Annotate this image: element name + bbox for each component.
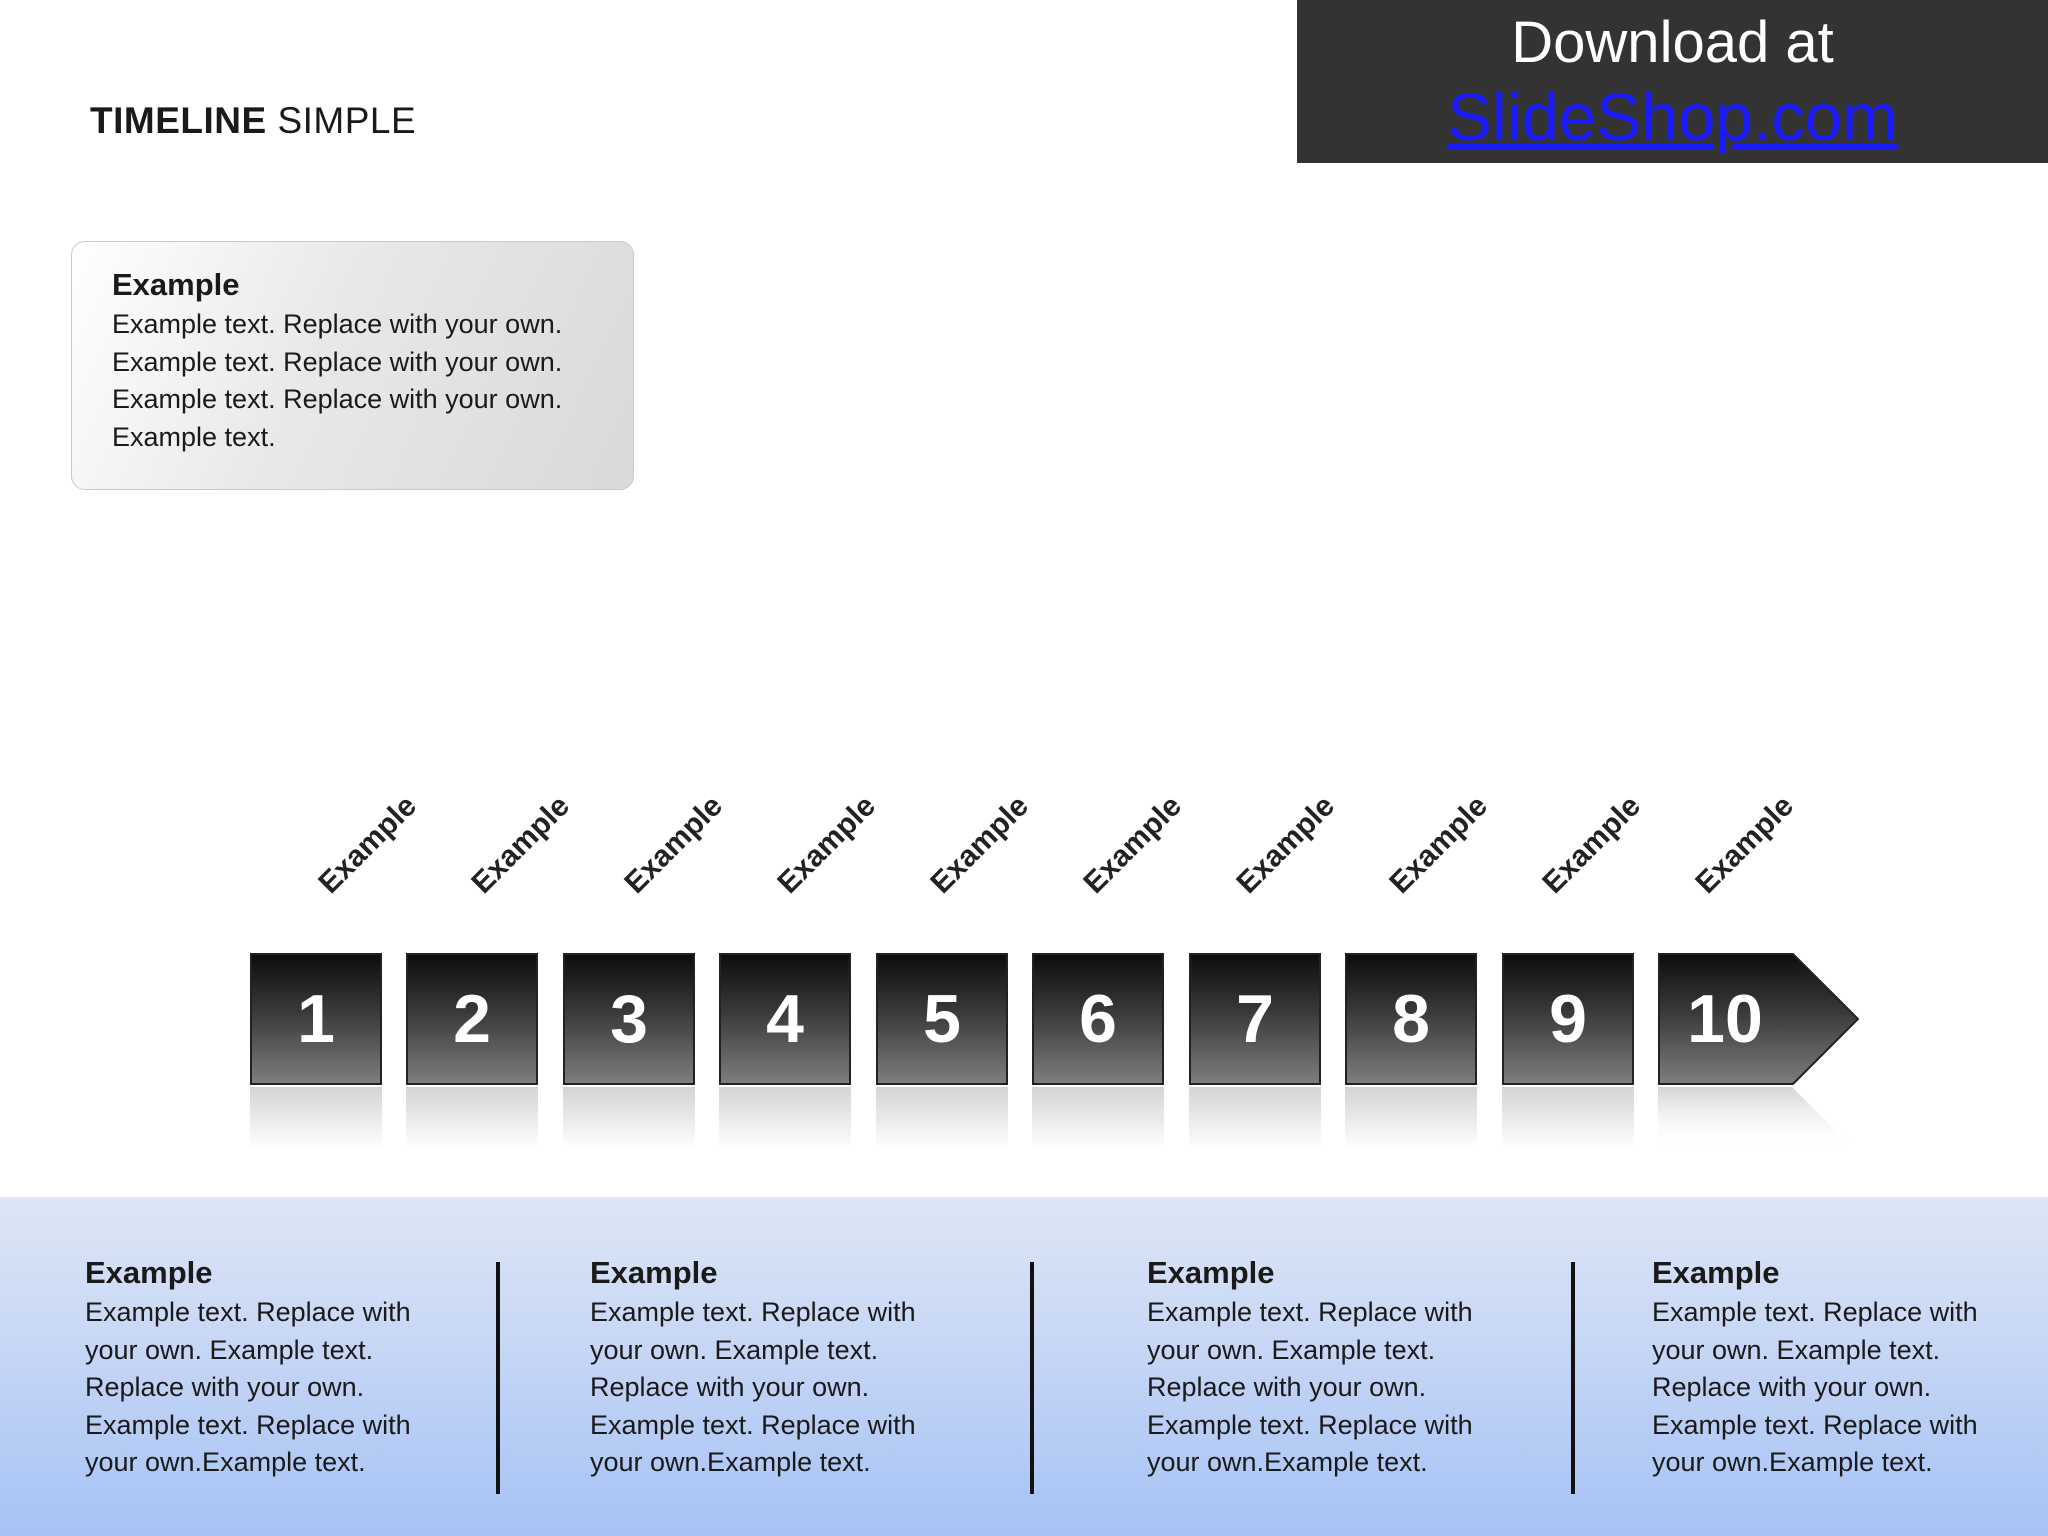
column-line: Example text. Replace with <box>1652 1409 1978 1440</box>
step-reflection <box>876 1087 1008 1149</box>
note-line: Example text. Replace with your own. <box>112 384 563 414</box>
column-line: Example text. Replace with <box>1147 1409 1473 1440</box>
timeline-label: Example <box>465 789 576 900</box>
banner-text: Download at <box>1511 10 1834 75</box>
timeline-label: Example <box>618 789 729 900</box>
column-title: Example <box>85 1255 213 1290</box>
info-column-3 <box>1147 1252 1527 1482</box>
column-line: Replace with your own. <box>1147 1372 1427 1402</box>
slide-title-rest: SIMPLE <box>266 100 417 141</box>
column-line: Example text. Replace with <box>85 1409 411 1440</box>
column-line: your own. Example text. <box>85 1334 374 1365</box>
timeline-step-10: 10 <box>1687 981 1763 1057</box>
column-line: Example text. Replace with <box>1652 1297 1978 1327</box>
step-reflection <box>1189 1087 1321 1149</box>
info-column-1 <box>85 1252 465 1482</box>
column-line: Replace with your own. <box>590 1372 870 1402</box>
info-column-4 <box>1652 1252 2032 1482</box>
column-line: your own.Example text. <box>85 1447 366 1477</box>
note-line: Example text. <box>112 421 276 452</box>
timeline-step-4: 4 <box>719 953 851 1085</box>
timeline-step-6: 6 <box>1032 953 1164 1085</box>
column-line: your own.Example text. <box>1652 1447 1933 1477</box>
step-reflection <box>406 1087 538 1149</box>
timeline-step-2: 2 <box>406 953 538 1085</box>
timeline-label: Example <box>924 789 1035 900</box>
timeline-step-7: 7 <box>1189 953 1321 1085</box>
note-line: Example text. Replace with your own. <box>112 309 563 339</box>
column-line: your own. Example text. <box>590 1334 879 1365</box>
timeline-label: Example <box>312 789 423 900</box>
column-line: Example text. Replace with <box>590 1409 916 1440</box>
timeline-step-5: 5 <box>876 953 1008 1085</box>
timeline-label: Example <box>1689 789 1800 900</box>
info-column-2 <box>590 1252 970 1482</box>
slide-title-bold: TIMELINE <box>90 100 267 141</box>
timeline-step-3: 3 <box>563 953 695 1085</box>
column-line: Replace with your own. <box>1652 1372 1932 1402</box>
column-line: your own. Example text. <box>1147 1334 1436 1365</box>
note-line: Example text. Replace with your own. <box>112 346 563 377</box>
step-reflection <box>1345 1087 1477 1149</box>
step-reflection <box>719 1087 851 1149</box>
timeline-step-8: 8 <box>1345 953 1477 1085</box>
column-title: Example <box>590 1255 718 1290</box>
timeline-label: Example <box>1230 789 1341 900</box>
step-reflection <box>1658 1087 1858 1149</box>
timeline-label: Example <box>1536 789 1647 900</box>
timeline-label: Example <box>1077 789 1188 900</box>
note-title: Example <box>112 267 240 302</box>
timeline-step-1: 1 <box>250 953 382 1085</box>
column-line: your own.Example text. <box>1147 1447 1428 1477</box>
timeline-step-9: 9 <box>1502 953 1634 1085</box>
column-line: Example text. Replace with <box>590 1297 916 1327</box>
note-box <box>71 241 634 490</box>
column-line: Replace with your own. <box>85 1372 365 1402</box>
banner-link[interactable]: SlideShop.com <box>1447 80 1898 155</box>
timeline-label: Example <box>771 789 882 900</box>
column-line: your own.Example text. <box>590 1447 871 1477</box>
step-reflection <box>250 1087 382 1149</box>
column-divider <box>1571 1262 1575 1494</box>
timeline-label: Example <box>1383 789 1494 900</box>
column-divider <box>1030 1262 1034 1494</box>
slide-title <box>90 100 416 142</box>
step-reflection <box>1502 1087 1634 1149</box>
column-line: Example text. Replace with <box>85 1297 411 1327</box>
column-line: your own. Example text. <box>1652 1334 1941 1365</box>
column-title: Example <box>1147 1255 1275 1290</box>
column-title: Example <box>1652 1255 1780 1290</box>
step-reflection <box>563 1087 695 1149</box>
step-reflection <box>1032 1087 1164 1149</box>
download-banner <box>1297 0 2048 163</box>
column-divider <box>496 1262 500 1494</box>
column-line: Example text. Replace with <box>1147 1297 1473 1327</box>
